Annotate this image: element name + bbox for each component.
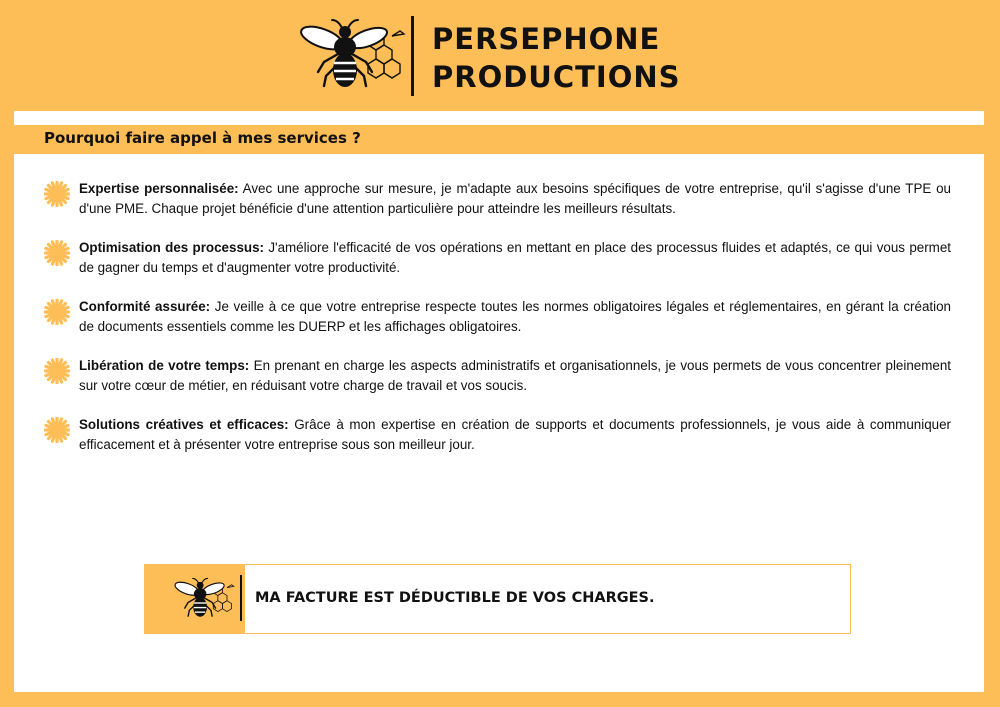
feature-item [44, 297, 952, 356]
header [0, 0, 1000, 108]
feature-text [79, 238, 951, 278]
feature-description: En prenant en charge les aspects administratifs et organisationnels, je vous permets de vous concentrer pleinement sur votre cœur de métier, en réduisant votre charge de travail et vos soucis. [79, 358, 952, 393]
feature-title: Optimisation des processus: [79, 240, 264, 255]
feature-text [79, 415, 951, 455]
asterisk-bullet-icon [44, 358, 70, 384]
feature-list [44, 179, 952, 474]
feature-description: Grâce à mon expertise en création de supports et documents professionnels, je vous aide à communiquer efficacement et à présenter votre entreprise sous son meilleur jour. [79, 417, 952, 452]
title-strip [14, 111, 984, 125]
header-divider [411, 16, 414, 96]
feature-description: Je veille à ce que votre entreprise respecte toutes les normes obligatoires légales et réglementaires, en gérant la création de documents essentiels comme les DUERP et les affichages obligatoires. [79, 299, 952, 334]
bee-honeycomb-icon [171, 577, 235, 621]
asterisk-bullet-icon [44, 417, 70, 443]
bee-honeycomb-icon [294, 18, 406, 94]
feature-text [79, 179, 951, 219]
feature-title: Solutions créatives et efficaces: [79, 417, 289, 432]
feature-title: Libération de votre temps: [79, 358, 250, 373]
feature-description: J'améliore l'efficacité de vos opérations en mettant en place des processus fluides et adaptés, ce qui vous permet de gagner du temps et d'augmenter votre productivité. [79, 240, 951, 275]
feature-title: Expertise personnalisée: [79, 181, 239, 196]
feature-item [44, 238, 952, 297]
feature-text [79, 356, 951, 396]
banner-divider [240, 575, 242, 621]
asterisk-bullet-icon [44, 240, 70, 266]
feature-text [79, 297, 951, 337]
feature-item [44, 356, 952, 415]
feature-item [44, 179, 952, 238]
feature-item [44, 415, 952, 474]
brand-line-1: PERSEPHONE [432, 22, 661, 56]
feature-description: Avec une approche sur mesure, je m'adapte aux besoins spécifiques de votre entreprise, qu'il s'agisse d'une TPE ou d'une PME. Chaque projet bénéficie d'une attention particulière pour atteindre les meilleurs résultats. [79, 181, 951, 216]
banner-logo-area [145, 565, 245, 633]
section-title: Pourquoi faire appel à mes services ? [44, 129, 361, 147]
banner-text: MA FACTURE EST DÉDUCTIBLE DE VOS CHARGES. [255, 590, 655, 606]
brand-line-2: PRODUCTIONS [432, 60, 681, 94]
asterisk-bullet-icon [44, 299, 70, 325]
feature-title: Conformité assurée: [79, 299, 211, 314]
brand-name [432, 20, 681, 96]
deductible-banner [144, 564, 851, 634]
asterisk-bullet-icon [44, 181, 70, 207]
